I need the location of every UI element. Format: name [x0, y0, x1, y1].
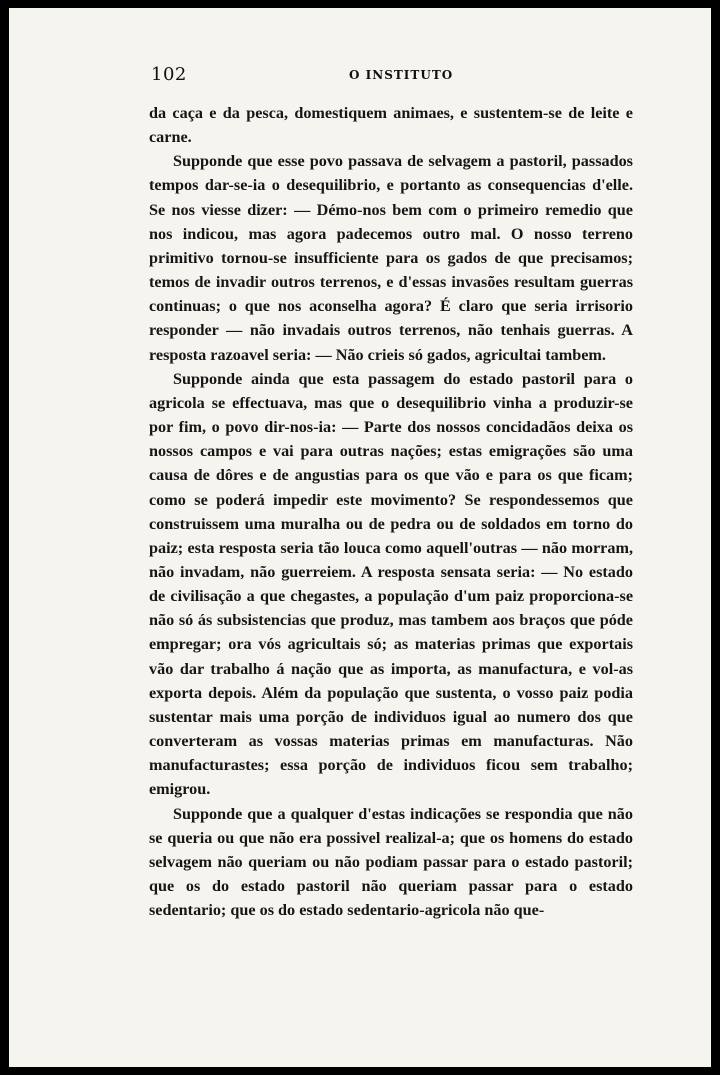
body-text: [149, 101, 633, 922]
page-number: 102: [151, 64, 187, 85]
paragraph-agricultural: Supponde ainda que esta passagem do estado pastoril para o agricola se effectuava, mas que o desequilibrio vinha a produzir-se por fim, o povo dir-nos-ia: — Parte dos nossos concidadãos deixa os nossos campos e vai para outras nações; estas emigrações são uma causa de dôres e de angustias para os que vão e para os que ficam; como se poderá impedir este movimento? Se respondessemos que construissem uma muralha ou de pedra ou de soldados em torno do paiz; esta resposta seria tão louca como aquell'outras — não morram, não invadam, não guerreiem. A resposta sensata seria: — No estado de civilisação a que chegastes, a população d'um paiz proporciona-se não só ás subsistencias que produz, mas tambem aos braços que póde empregar; ora vós agricultais só; as materias primas que exportais vão dar trabalho á nação que as importa, as manufactura, e vol-as exporta depois. Além da população que sustenta, o vosso paiz podia sustentar mais uma porção de individuos igual ao numero dos que converteram as vossas materias primas em manufacturas. Não manufacturastes; essa porção de individuos ficou sem trabalho; emigrou.: [149, 369, 633, 799]
paragraph-continuation: da caça e da pesca, domestiquem animaes, e sustentem-se de leite e carne.: [149, 104, 633, 147]
paragraph-refusal: Supponde que a qualquer d'estas indicações se respondia que não se queria ou que não era possivel realizal-a; que os homens do estado selvagem não queriam ou não podiam passar para o estado pastoril; que os do estado pastoril não queriam passar para o estado sedentario; que os do estado sedentario-agricola não que-: [149, 804, 633, 920]
paragraph-pastoral: Supponde que esse povo passava de selvagem a pastoril, passados tempos dar-se-ia o desequilibrio, e portanto as consequencias d'elle. Se nos viesse dizer: — Démo-nos bem com o primeiro remedio que nos indicou, mas agora padecemos outro mal. O nosso terreno primitivo tornou-se insufficiente para os gados de que precisamos; temos de invadir outros terrenos, e d'essas invasões resultam guerras continuas; o que nos aconselha agora? É claro que seria irrisorio responder — não invadais outros terrenos, não tenhais guerras. A resposta razoavel seria: — Não crieis só gados, agricultai tambem.: [149, 152, 633, 364]
page-header: [151, 64, 631, 92]
running-title: O INSTITUTO: [349, 68, 454, 82]
book-page: [9, 8, 711, 1067]
